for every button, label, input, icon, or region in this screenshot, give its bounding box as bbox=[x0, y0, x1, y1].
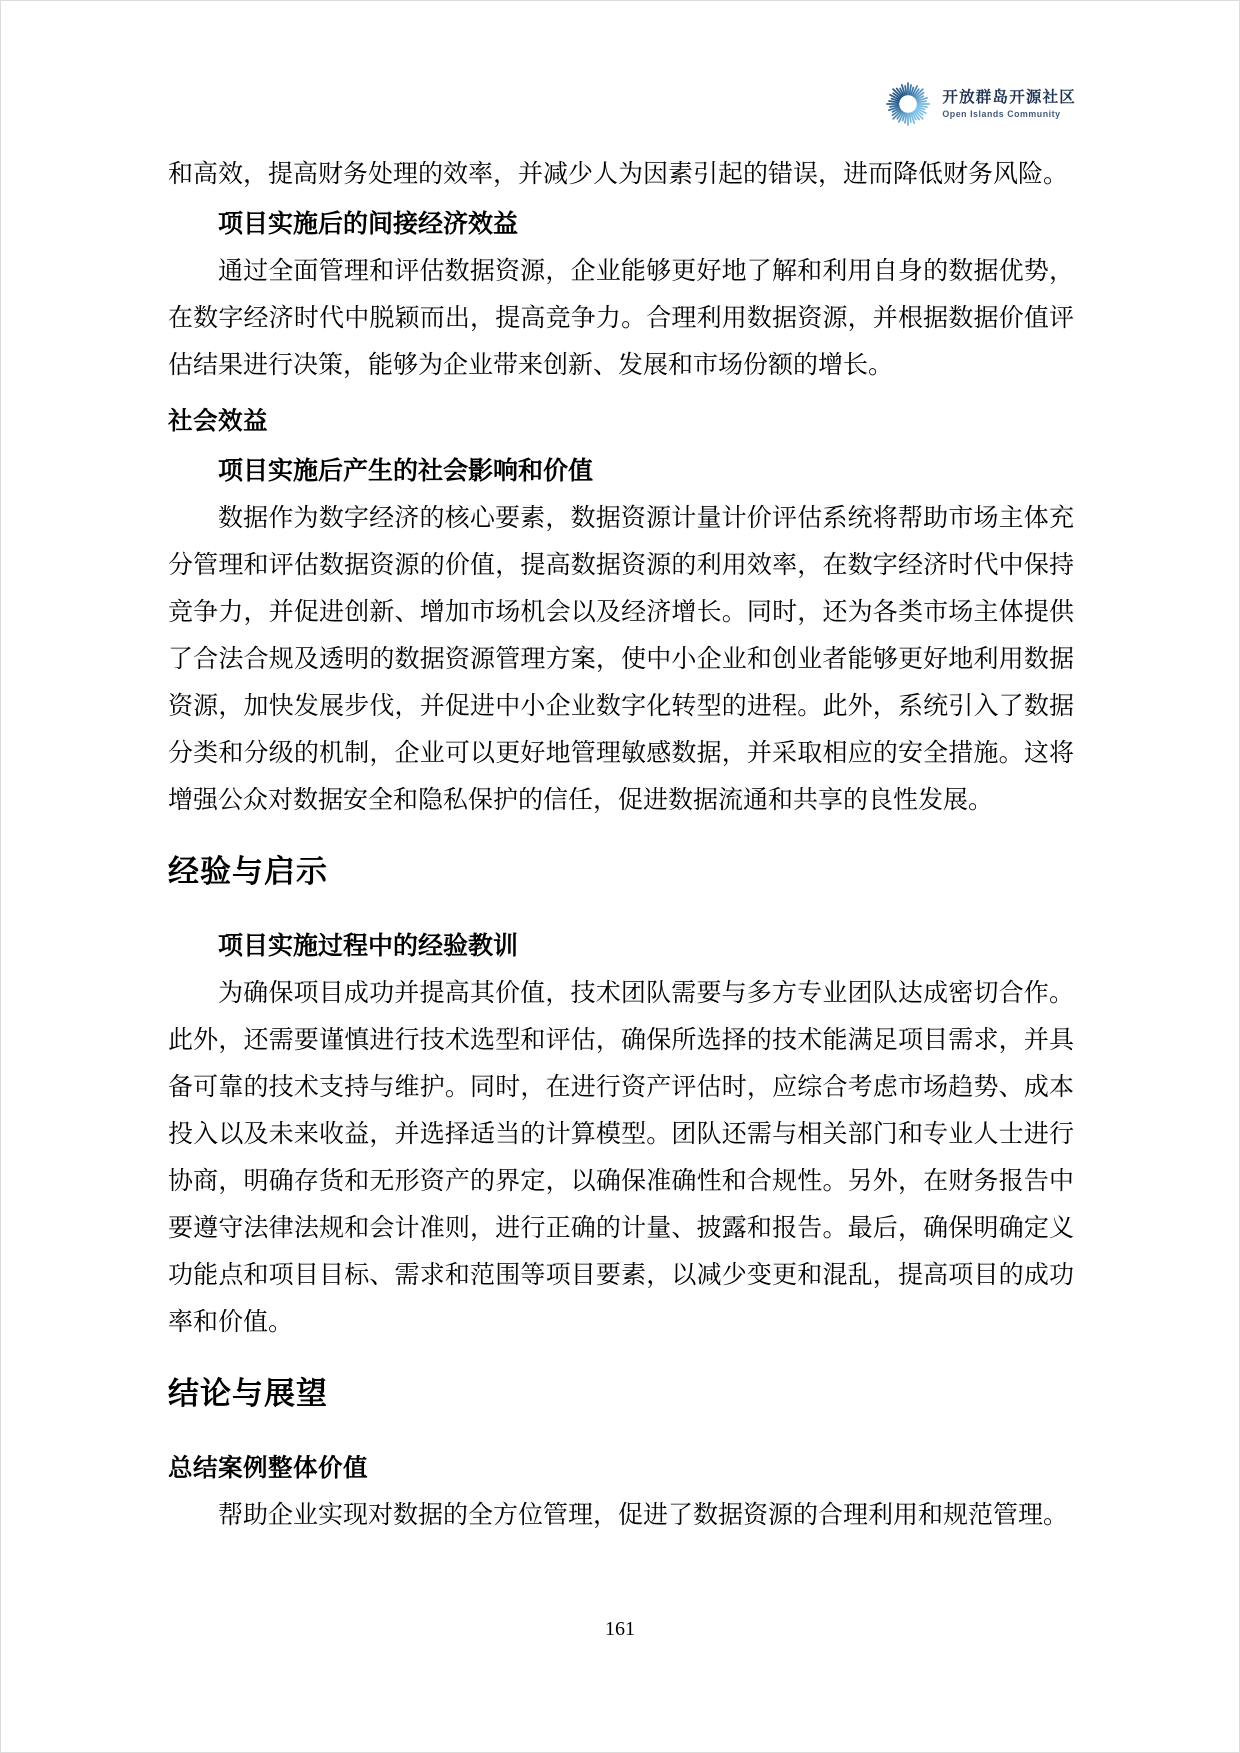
header-logo bbox=[885, 81, 1076, 127]
heading1: 结论与展望 bbox=[168, 1376, 328, 1411]
subheading: 项目实施过程中的经验教训 bbox=[218, 933, 519, 960]
paragraph: 和高效，提高财务处理的效率，并减少人为因素引起的错误，进而降低财务风险。 bbox=[168, 161, 1069, 188]
subheading: 项目实施后的间接经济效益 bbox=[218, 211, 519, 238]
subheading: 项目实施后产生的社会影响和价值 bbox=[218, 458, 594, 485]
paragraph: 数据作为数字经济的核心要素，数据资源计量计价评估系统将帮助市场主体充分管理和评估数据资源的价值，提高数据资源的利用效率，在数字经济时代中保持竞争力，并促进创新、增加市场机会以及经济增长。同时，还为各类市场主体提供了合法合规及透明的数据资源管理方案，使中小企业和创业者能够更好地利用数据资源，加快发展步伐，并促进中小企业数字化转型的进程。此外，系统引入了数据分类和分级的机制，企业可以更好地管理敏感数据，并采取相应的安全措施。这将增强公众对数据安全和隐私保护的信任，促进数据流通和共享的良性发展。 bbox=[168, 505, 1074, 814]
heading2: 社会效益 bbox=[168, 408, 268, 435]
paragraph: 为确保项目成功并提高其价值，技术团队需要与多方专业团队达成密切合作。此外，还需要谨慎进行技术选型和评估，确保所选择的技术能满足项目需求，并具备可靠的技术支持与维护。同时，在进行资产评估时，应综合考虑市场趋势、成本投入以及未来收益，并选择适当的计算模型。团队还需与相关部门和专业人士进行协商，明确存货和无形资产的界定，以确保准确性和合规性。另外，在财务报告中要遵守法律法规和会计准则，进行正确的计量、披露和报告。最后，确保明确定义功能点和项目目标、需求和范围等项目要素，以减少变更和混乱，提高项目的成功率和价值。 bbox=[168, 980, 1074, 1336]
document-body bbox=[168, 151, 1074, 1539]
logo-text bbox=[942, 89, 1076, 120]
logo-title-en: Open Islands Community bbox=[942, 108, 1061, 119]
paragraph: 帮助企业实现对数据的全方位管理，促进了数据资源的合理利用和规范管理。 bbox=[218, 1502, 1069, 1529]
logo-title-zh: 开放群岛开源社区 bbox=[942, 88, 1076, 106]
paragraph: 通过全面管理和评估数据资源，企业能够更好地了解和利用自身的数据优势，在数字经济时代中脱颖而出，提高竞争力。合理利用数据资源，并根据数据价值评估结果进行决策，能够为企业带来创新、发展和市场份额的增长。 bbox=[168, 258, 1074, 379]
sunburst-icon bbox=[885, 81, 931, 127]
heading2: 总结案例整体价值 bbox=[168, 1455, 368, 1482]
page-number: 161 bbox=[605, 1618, 635, 1640]
heading1: 经验与启示 bbox=[168, 854, 328, 889]
